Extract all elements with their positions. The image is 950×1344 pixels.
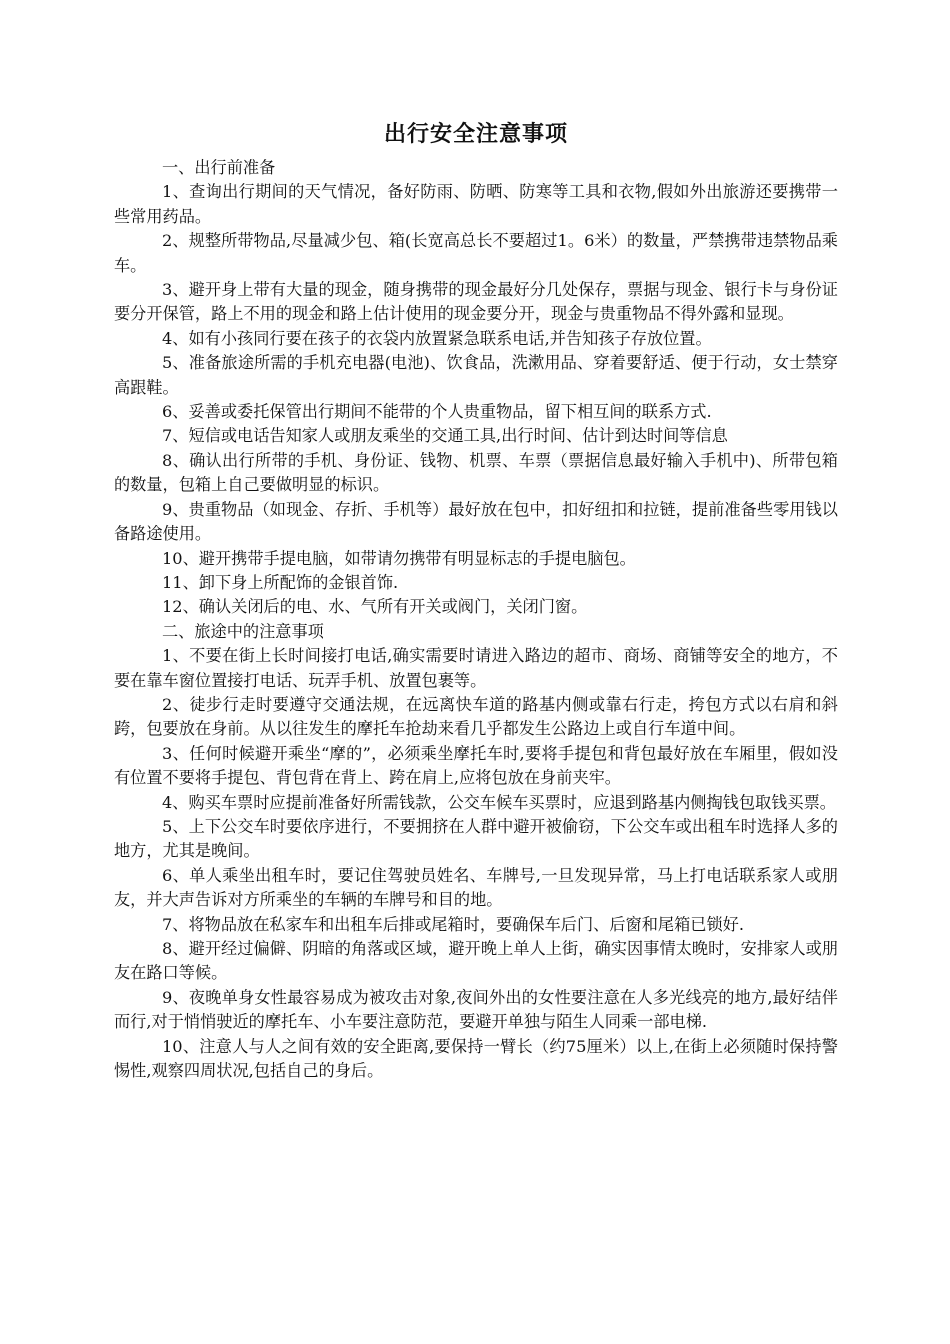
paragraph: 6、妥善或委托保管出行期间不能带的个人贵重物品，留下相互间的联系方式. (162, 402, 712, 422)
paragraph: 1、查询出行期间的天气情况，备好防雨、防晒、防寒等工具和衣物,假如外出旅游还要携带一些常用药品。 (114, 182, 838, 226)
paragraph: 3、任何时候避开乘坐“摩的”，必须乘坐摩托车时,要将手提包和背包最好放在车厢里，假如没有位置不要将手提包、背包背在背上、跨在肩上,应将包放在身前夹牢。 (114, 743, 838, 788)
paragraph: 1、不要在街上长时间接打电话,确实需要时请进入路边的超市、商场、商铺等安全的地方，不要在靠车窗位置接打电话、玩弄手机、放置包裹等。 (114, 646, 838, 690)
paragraph: 9、贵重物品（如现金、存折、手机等）最好放在包中，扣好纽扣和拉链，提前准备些零用钱以备路途使用。 (114, 499, 838, 544)
paragraph: 6、单人乘坐出租车时，要记住驾驶员姓名、车牌号,一旦发现异常，马上打电话联系家人或朋友，并大声告诉对方所乘坐的车辆的车牌号和目的地。 (114, 865, 838, 910)
paragraph: 2、徒步行走时要遵守交通法规，在远离快车道的路基内侧或靠右行走，挎包方式以右肩和斜跨，包要放在身前。从以往发生的摩托车抢劫来看几乎都发生公路边上或自行车道中间。 (114, 694, 838, 739)
section-heading: 二、旅途中的注意事项 (162, 621, 324, 641)
paragraph: 12、确认关闭后的电、水、气所有开关或阀门，关闭门窗。 (162, 597, 588, 617)
document-page (114, 118, 838, 1083)
paragraph: 8、确认出行所带的手机、身份证、钱物、机票、车票（票据信息最好输入手机中)、所带包箱的数量，包箱上自己要做明显的标识。 (114, 450, 838, 495)
document-title: 出行安全注意事项 (383, 121, 568, 147)
paragraph: 10、避开携带手提电脑，如带请勿携带有明显标志的手提电脑包。 (162, 548, 636, 568)
paragraph: 7、将物品放在私家车和出租车后排或尾箱时，要确保车后门、后窗和尾箱已锁好. (162, 914, 745, 934)
paragraph: 7、短信或电话告知家人或朋友乘坐的交通工具,出行时间、估计到达时间等信息 (162, 426, 728, 446)
paragraph: 4、如有小孩同行要在孩子的衣袋内放置紧急联系电话,并告知孩子存放位置。 (162, 328, 712, 348)
paragraph: 5、上下公交车时要依序进行，不要拥挤在人群中避开被偷窃，下公交车或出租车时选择人多的地方，尤其是晚间。 (114, 816, 838, 861)
paragraph: 10、注意人与人之间有效的安全距离,要保持一臂长（约75厘米）以上,在街上必须随时保持警惕性,观察四周状况,包括自己的身后。 (114, 1036, 838, 1081)
paragraph: 9、夜晚单身女性最容易成为被攻击对象,夜间外出的女性要注意在人多光线亮的地方,最好结伴而行,对于悄悄驶近的摩托车、小车要注意防范，要避开单独与陌生人同乘一部电梯. (114, 987, 838, 1032)
paragraph: 2、规整所带物品,尽量减少包、箱(长宽高总长不要超过1。6米）的数量，严禁携带违禁物品乘车。 (114, 231, 838, 275)
paragraph: 8、避开经过偏僻、阴暗的角落或区域，避开晚上单人上街，确实因事情太晚时，安排家人或朋友在路口等候。 (114, 939, 838, 983)
paragraph: 4、购买车票时应提前准备好所需钱款，公交车候车买票时，应退到路基内侧掏钱包取钱买票。 (162, 792, 836, 812)
section-heading: 一、出行前准备 (162, 158, 276, 177)
paragraph: 5、准备旅途所需的手机充电器(电池)、饮食品，洗漱用品、穿着要舒适、便于行动，女士禁穿高跟鞋。 (114, 353, 838, 397)
paragraph: 11、卸下身上所配饰的金银首饰. (162, 572, 399, 592)
document-body (114, 156, 838, 1083)
paragraph: 3、避开身上带有大量的现金，随身携带的现金最好分几处保存，票据与现金、银行卡与身份证要分开保管，路上不用的现金和路上估计使用的现金要分开，现金与贵重物品不得外露和显现。 (114, 280, 838, 324)
